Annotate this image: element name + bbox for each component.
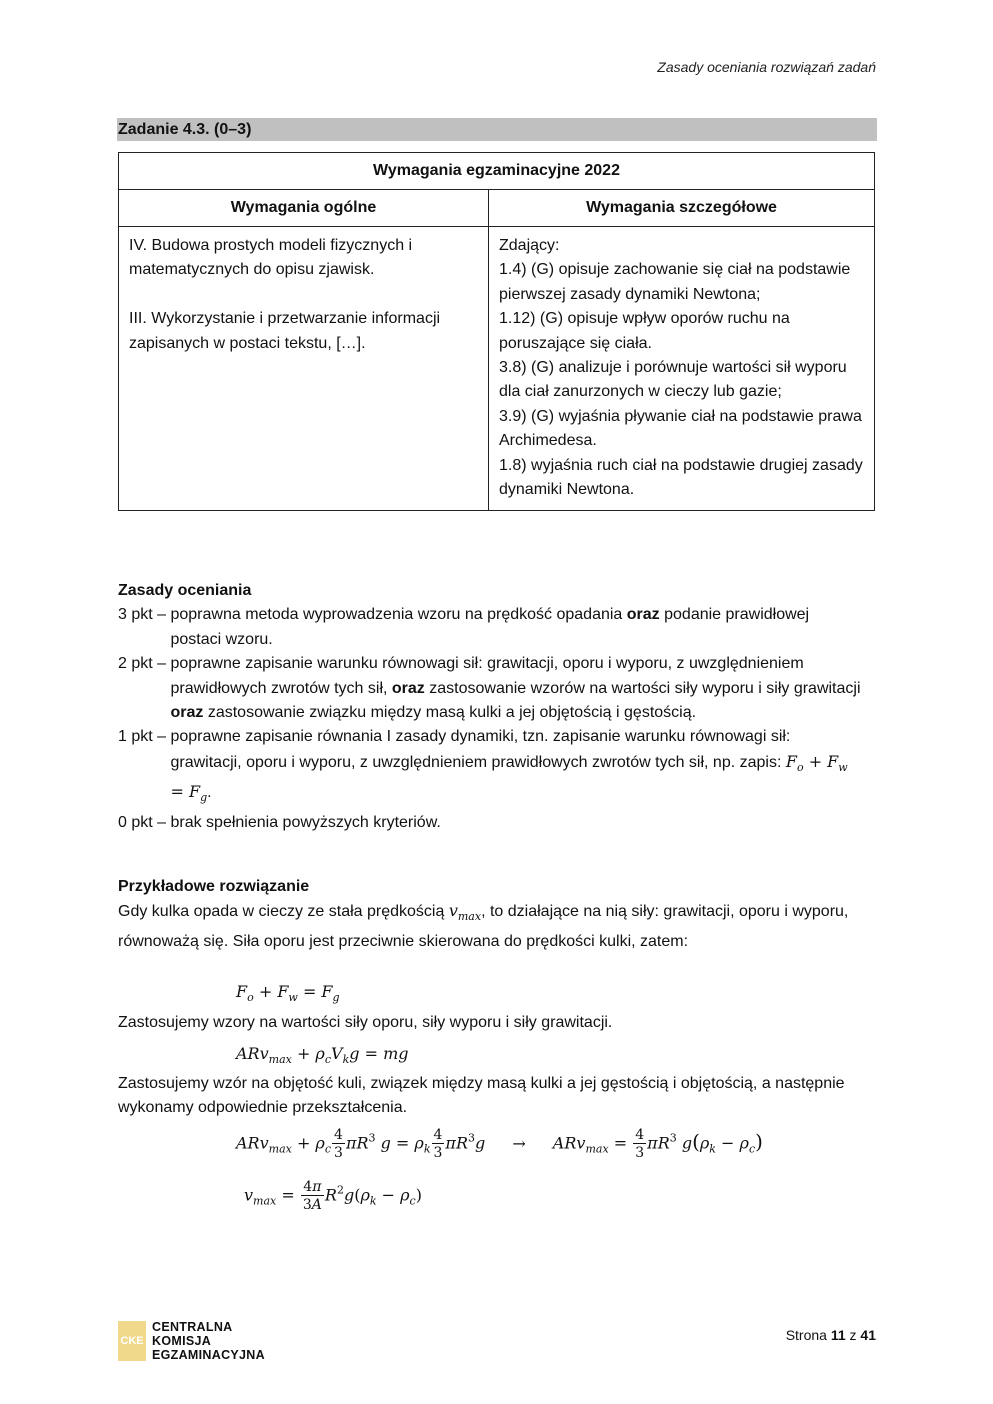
detailed-item: 1.4) (G) opisuje zachowanie się ciał na podstawie pierwszej zasady dynamiki Newtona; xyxy=(499,261,851,303)
detailed-item: 3.9) (G) wyjaśnia pływanie ciał na podstawie prawa Archimedesa. xyxy=(499,407,862,450)
col-detailed-header: Wymagania szczegółowe xyxy=(489,190,875,227)
general-item: III. Wykorzystanie i przetwarzanie informacji zapisanych w postaci tekstu, […]. xyxy=(129,310,441,352)
detailed-item: Zdający: xyxy=(499,237,560,254)
detailed-item: 1.8) wyjaśnia ruch ciał na podstawie drugiej zasady dynamiki Newtona. xyxy=(499,456,863,499)
equation-result: $v_{max}$ = $\frac{4\pi}{3A}$ $R^2g(\rho_k - \rho_c)$ xyxy=(244,1179,422,1213)
general-requirements xyxy=(119,227,489,511)
equation-inline: $F_o + F_w = F_g$ xyxy=(170,751,848,805)
col-general-header: Wymagania ogólne xyxy=(119,190,489,227)
solution-paragraph: Zastosujemy wzory na wartości siły oporu, siły wyporu i siły grawitacji. xyxy=(118,1014,613,1031)
score-2: 2 pkt – poprawne zapisanie warunku równowagi sił: grawitacji, oporu i wyporu, z uwzględnieniem prawidłowych zwrotów tych sił, oraz zastosowanie wzorów na wartości siły wyporu i siły grawitacji oraz zastosowanie związku między masą kulki a jej objętością i gęstością. xyxy=(118,655,861,722)
scoring-title: Zasady oceniania xyxy=(118,582,252,599)
general-item: IV. Budowa prostych modeli fizycznych i matematycznych do opisu zjawisk. xyxy=(129,237,413,279)
page-number: Strona 11 z 41 xyxy=(785,1327,876,1343)
score-0: 0 pkt – brak spełnienia powyższych kryteriów. xyxy=(118,813,441,831)
page-header: Zasady oceniania rozwiązań zadań xyxy=(657,59,876,75)
detailed-item: 1.12) (G) opisuje wpływ oporów ruchu na poruszające się ciała. xyxy=(499,310,790,352)
cke-logo-mark: CKE xyxy=(118,1321,146,1361)
detailed-requirements xyxy=(489,227,875,511)
task-title: Zadanie 4.3. (0–3) xyxy=(117,118,877,141)
equation-forces: $ARv_{max} + \rho_cV_kg$ = mg xyxy=(236,1044,409,1066)
solution-title: Przykładowe rozwiązanie xyxy=(118,878,310,895)
solution-paragraph: Zastosujemy wzór na objętość kuli, związek między masą kulki a jej gęstością i objętością, a następnie wykonamy odpowiednie przekształcenia. xyxy=(118,1075,845,1117)
equation-transform: $ARv_{max} + \rho_c$ $\frac{4}{3}$ $\pi R^3$ $g = \rho_k$ $\frac{4}{3}$ $\pi R^3g \to ARv_{max}$ = $\frac{4}{3}$ $\pi R^3$ $g(\rho_k - \rho_c)$ xyxy=(236,1127,763,1161)
score-1: 1 pkt – poprawne zapisanie równania I zasady dynamiki, tzn. zapisanie warunku równowagi sił: grawitacji, oporu i wyporu, z uwzględnieniem prawidłowych zwrotów tych sił, np. zapis: $F_o + F_w = F_g$. xyxy=(118,728,848,805)
solution-paragraph: Gdy kulka opada w cieczy ze stała prędkością $v_{max}$, to działające na nią siły: grawitacji, oporu i wyporu, równoważą się. Siła oporu jest przeciwnie skierowana do prędkości kulki, zatem: xyxy=(118,901,849,950)
table-title: Wymagania egzaminacyjne 2022 xyxy=(119,153,875,190)
detailed-item: 3.8) (G) analizuje i porównuje wartości sił wyporu dla ciał zanurzonych w cieczy lub gazie; xyxy=(499,359,847,401)
requirements-table xyxy=(118,152,875,511)
solution-section xyxy=(118,875,878,954)
equation-balance: $F_o + F_w = F_g$ xyxy=(236,982,340,1004)
scoring-section xyxy=(118,579,878,835)
score-3: 3 pkt – poprawna metoda wyprowadzenia wzoru na prędkość opadania oraz podanie prawidłowej postaci wzoru. xyxy=(118,606,810,648)
cke-logo: CKE CENTRALNA KOMISJA EGZAMINACYJNA xyxy=(118,1320,265,1362)
